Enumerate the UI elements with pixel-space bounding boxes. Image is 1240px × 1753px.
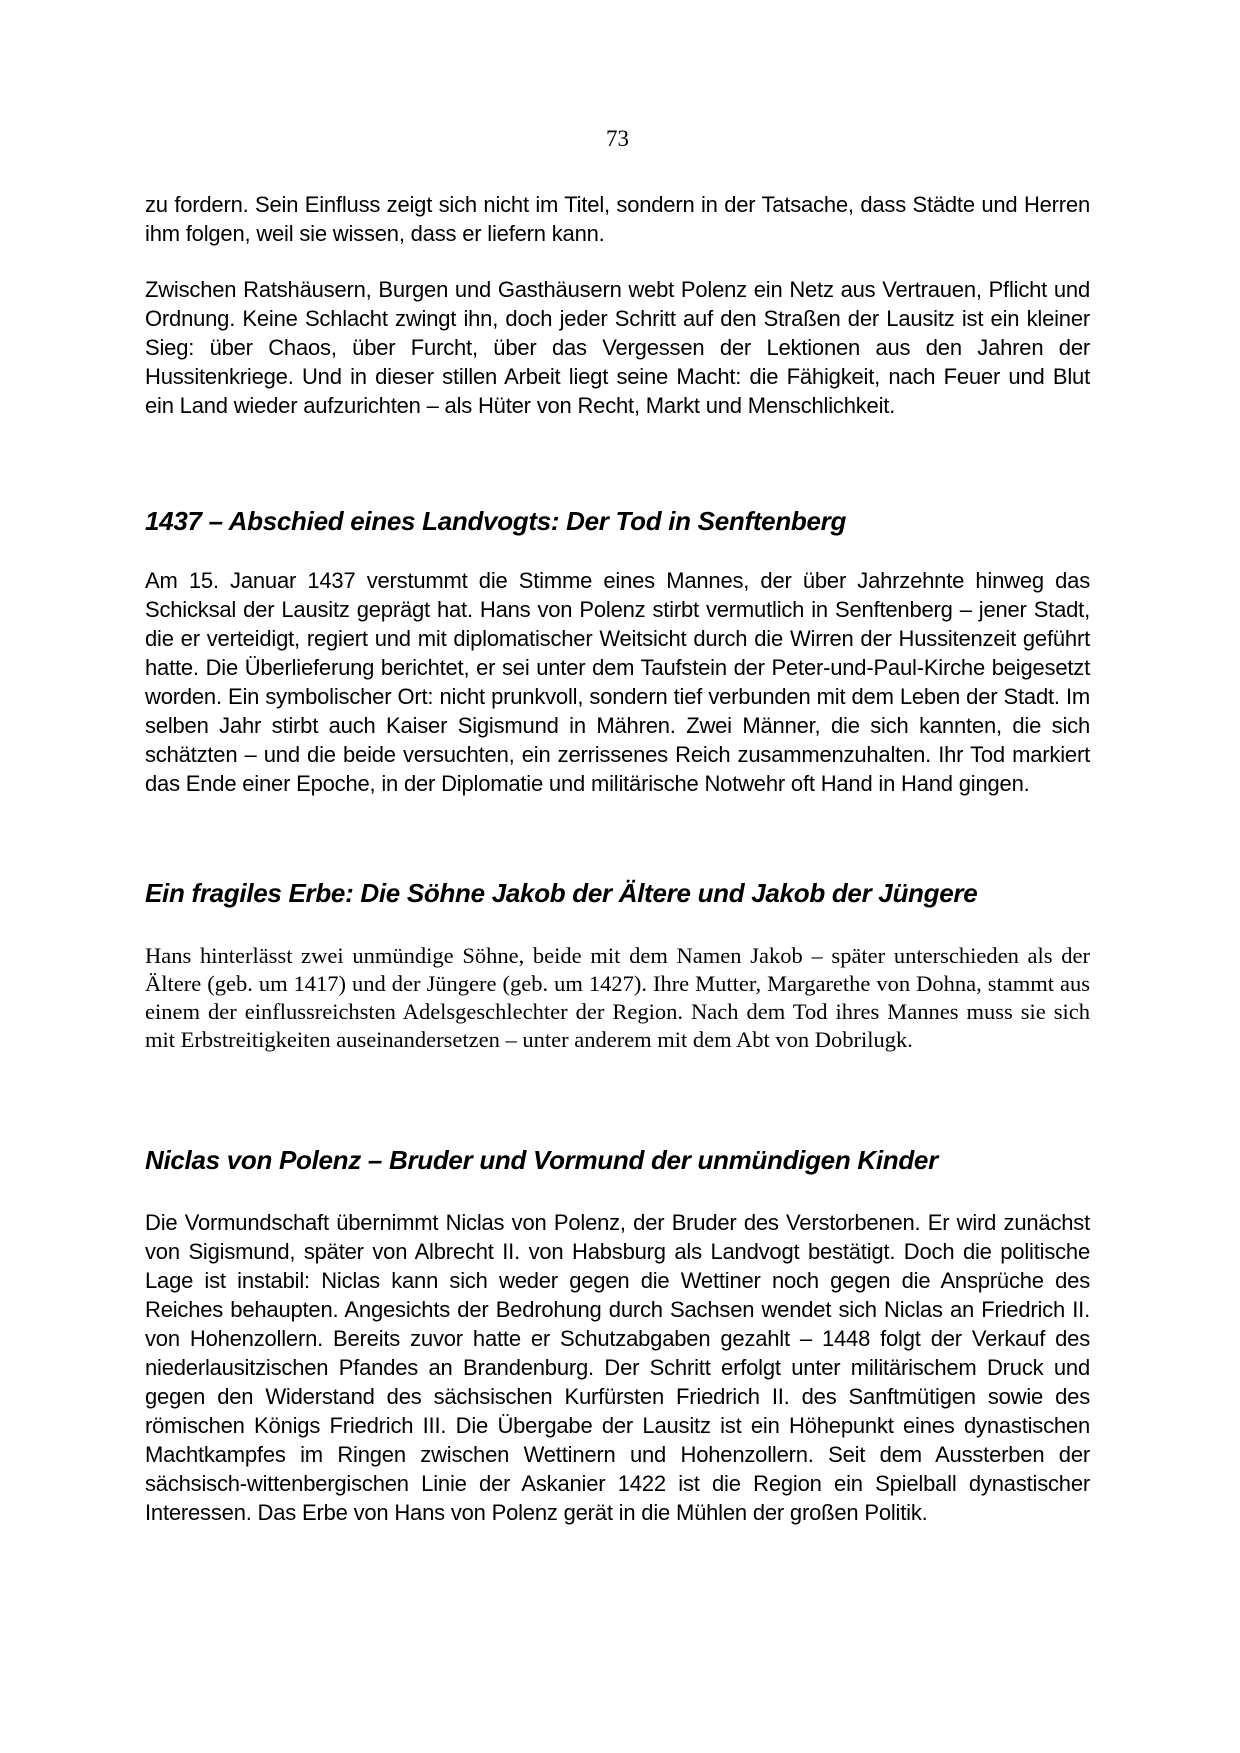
- section-heading-fragiles-erbe: Ein fragiles Erbe: Die Söhne Jakob der Ältere und Jakob der Jüngere: [145, 878, 978, 908]
- section-heading-niclas-von-polenz: Niclas von Polenz – Bruder und Vormund der unmündigen Kinder: [145, 1145, 938, 1175]
- section-heading-tod-in-senftenberg: 1437 – Abschied eines Landvogts: Der Tod in Senftenberg: [145, 506, 847, 536]
- paragraph-intro-continued: zu fordern. Sein Einfluss zeigt sich nicht im Titel, sondern in der Tatsache, dass Städte und Herren ihm folgen, weil sie wissen, dass er liefern kann.: [145, 192, 1090, 246]
- section-paragraph-fragiles-erbe: Hans hinterlässt zwei unmündige Söhne, beide mit dem Namen Jakob – später unterschieden als der Ältere (geb. um 1417) und der Jüngere (geb. um 1427). Ihre Mutter, Margarethe von Dohna, stammt aus einem der einflussreichsten Adelsgeschlechter der Region. Nach dem Tod ihres Mannes muss sie sich mit Erbstreitigkeiten auseinandersetzen – unter anderem mit dem Abt von Dobrilugk.: [145, 943, 1090, 1052]
- section-paragraph-niclas-von-polenz: Die Vormundschaft übernimmt Niclas von Polenz, der Bruder des Verstorbenen. Er wird zunächst von Sigismund, später von Albrecht II. von Habsburg als Landvogt bestätigt. Doch die politische Lage ist instabil: Niclas kann sich weder gegen die Wettiner noch gegen die Ansprüche des Reiches behaupten. Angesichts der Bedrohung durch Sachsen wendet sich Niclas an Friedrich II. von Hohenzollern. Bereits zuvor hatte er Schutzabgaben gezahlt – 1448 folgt der Verkauf des niederlausitzischen Pfandes an Brandenburg. Der Schritt erfolgt unter militärischem Druck und gegen den Widerstand des sächsischen Kurfürsten Friedrich II. des Sanftmütigen sowie des römischen Königs Friedrich III. Die Übergabe der Lausitz ist ein Höhepunkt eines dynastischen Machtkampfes im Ringen zwischen Wettinern und Hohenzollern. Seit dem Aussterben der sächsisch-wittenbergischen Linie der Askanier 1422 ist die Region ein Spielball dynastischer Interessen. Das Erbe von Hans von Polenz gerät in die Mühlen der großen Politik.: [145, 1210, 1090, 1525]
- page-number: 73: [606, 126, 629, 151]
- section-paragraph-tod-in-senftenberg: Am 15. Januar 1437 verstummt die Stimme eines Mannes, der über Jahrzehnte hinweg das Schicksal der Lausitz geprägt hat. Hans von Polenz stirbt vermutlich in Senftenberg – jener Stadt, die er verteidigt, regiert und mit diplomatischer Weitsicht durch die Wirren der Hussitenzeit geführt hatte. Die Überlieferung berichtet, er sei unter dem Taufstein der Peter-und-Paul-Kirche beigesetzt worden. Ein symbolischer Ort: nicht prunkvoll, sondern tief verbunden mit dem Leben der Stadt. Im selben Jahr stirbt auch Kaiser Sigismund in Mähren. Zwei Männer, die sich kannten, die sich schätzten – und die beide versuchten, ein zerrissenes Reich zusammenzuhalten. Ihr Tod markiert das Ende einer Epoche, in der Diplomatie und militärische Notwehr oft Hand in Hand gingen.: [145, 568, 1090, 796]
- paragraph-intro-second: Zwischen Ratshäusern, Burgen und Gasthäusern webt Polenz ein Netz aus Vertrauen, Pflicht und Ordnung. Keine Schlacht zwingt ihn, doch jeder Schritt auf den Straßen der Lausitz ist ein kleiner Sieg: über Chaos, über Furcht, über das Vergessen der Lektionen aus den Jahren der Hussitenkriege. Und in dieser stillen Arbeit liegt seine Macht: die Fähigkeit, nach Feuer und Blut ein Land wieder aufzurichten – als Hüter von Recht, Markt und Menschlichkeit.: [145, 277, 1090, 418]
